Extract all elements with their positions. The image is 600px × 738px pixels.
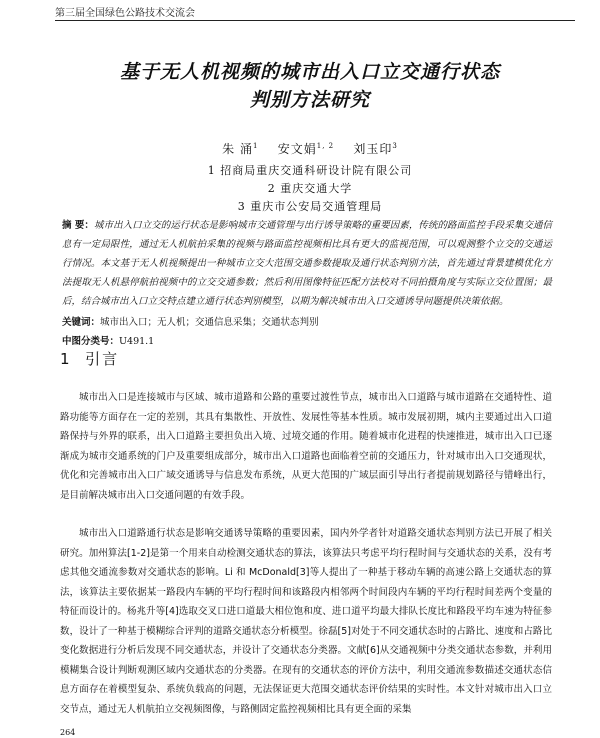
classification-number <box>62 333 552 347</box>
keywords <box>62 314 552 328</box>
classification-label: 中图分类号： <box>62 336 120 347</box>
affiliation: 2 重庆交通大学 <box>267 182 353 195</box>
section-title: 引言 <box>85 350 120 368</box>
paper-title <box>60 58 560 114</box>
classification-value: U491.1 <box>119 336 155 347</box>
abstract-label: 摘 要： <box>62 220 94 231</box>
abstract <box>62 216 552 311</box>
abstract-text: 城市出入口立交的运行状态是影响城市交通管理与出行诱导策略的重要因素，传统的路面监控手段采集交通信息有一定局限性，通过无人机航拍采集的视频与路面监控视频相比具有更大的监视范围，可以观测整个立交的交通运行情况。本文基于无人机视频提出一种城市立交大范围交通参数提取及通行状态判别方法，首先通过背景建模优化方法提取无人机悬停航拍视频中的立交交通参数；然后利用图像特征匹配方法校对不同拍摄角度与实际立交位置图；最后，结合城市出入口立交特点建立通行状态判别模型，以期为解决城市出入口交通诱导问题提供决策依据。 <box>62 220 552 307</box>
author-list <box>60 140 560 157</box>
title-line-2: 判别方法研究 <box>249 89 370 111</box>
title-line-1: 基于无人机视频的城市出入口立交通行状态 <box>119 61 500 83</box>
body-paragraph: 城市出入口是连接城市与区域、城市道路和公路的重要过渡性节点，城市出入口道路与城市道路在交通特性、道路功能等方面存在一定的差别，其具有集散性、开放性、发展性等基本性质。城市发展初期，城内主要通过出入口道路保持与外界的联系，出入口道路主要担负出入境、过境交通的作用。随着城市化进程的快速推进，城市出入口已逐渐成为城市交通系统的门户及重要组成部分，城市出入口道路也面临着空前的交通压力，针对城市出入口交通现状，优化和完善城市出入口广域交通诱导与信息发布系统，从更大范围的广域层面引导出行者提前规划路径与错峰出行，是目前解决城市出入口交通问题的有效手段。 <box>60 392 552 501</box>
header-divider <box>55 20 575 21</box>
running-header: 第三届全国绿色公路技术交流会 <box>55 8 195 19</box>
author-name: 安文娟 <box>277 142 317 156</box>
page-number: 264 <box>60 728 76 737</box>
body-paragraph: 城市出入口道路通行状态是影响交通诱导策略的重要因素，国内外学者针对道路交通状态判别方法已开展了相关研究。加州算法[1-2]是第一个用来自动检测交通状态的算法，该算法只考虑平均行程时间与交通状态的关系，没有考虑其他交通流参数对交通状态的影响。Li 和 McDonald[3]等人提出了一种基于移动车辆的高速公路上交通状态的算法，该算法主要依据某一路段内车辆的平均行程时间和该路段内相邻两个时间段内车辆的平均行程时间差两个变量的特征而设计的。杨兆升等[4]选取交叉口进口道最大相位饱和度、进口道平均最大排队长度比和路段平均车速为特征参数，设计了一种基于模糊综合评判的道路交通状态分析模型。徐磊[5]对处于不同交通状态时的占路比、速度和占路比变化数据进行分析后发现不同交通状态，并设计了交通状态分类器。文献[6]从交通视频中分类交通状态参数，并利用模糊集合设计判断观测区域内交通状态的分类器。在现有的交通状态的评价方法中，利用交通流参数描述交通状态信息方面存在着模型复杂、系统负载高的问题，无法保证更大范围交通状态评价结果的实时性。本文针对城市出入口立交节点，通过无人机航拍立交视频图像，与路侧固定监控视频相比具有更全面的采集 <box>60 528 552 715</box>
author-affil-mark: 1 <box>252 142 259 150</box>
affiliation: 3 重庆市公安局交通管理局 <box>237 200 383 213</box>
section-number: 1 <box>60 350 72 368</box>
author-name: 朱 涌 <box>222 142 253 156</box>
keywords-text: 城市出入口；无人机；交通信息采集；交通状态判别 <box>100 317 319 328</box>
section-heading <box>60 348 119 369</box>
author-affil-mark: 1, 2 <box>316 142 335 150</box>
affiliation: 1 招商局重庆交通科研设计院有限公司 <box>207 164 413 177</box>
keywords-label: 关键词： <box>62 317 101 328</box>
author-affil-mark: 3 <box>392 142 398 150</box>
author-name: 刘玉印 <box>353 142 393 156</box>
